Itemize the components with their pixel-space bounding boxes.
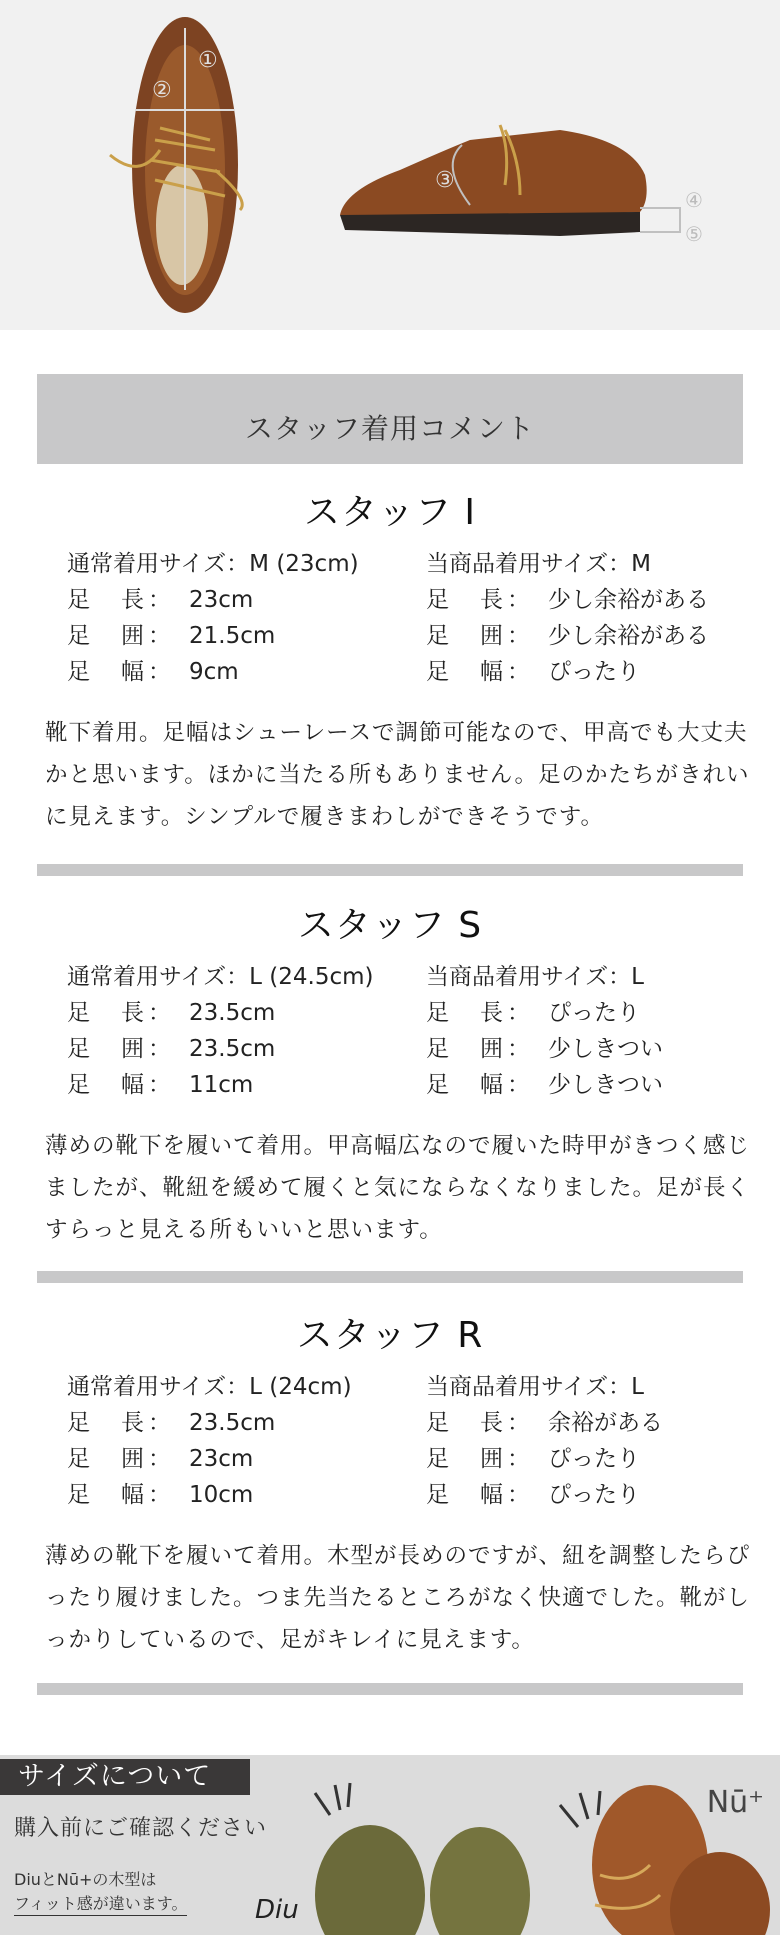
banner-line-2: フィット感が違います。 bbox=[14, 1891, 187, 1916]
shoe-illustration bbox=[0, 0, 780, 330]
measure-label: 足 幅： bbox=[426, 659, 534, 685]
measure-value: 23.5cm bbox=[189, 1036, 276, 1062]
divider bbox=[37, 864, 743, 876]
measure-label: 足 囲： bbox=[67, 623, 175, 649]
measure-value: 10cm bbox=[189, 1482, 254, 1508]
measure-label: 足 囲： bbox=[426, 1036, 534, 1062]
fit-value: 余裕がある bbox=[548, 1410, 663, 1436]
fit-value: 少しきつい bbox=[548, 1036, 663, 1062]
normal-size-block bbox=[67, 959, 374, 1103]
product-size-block bbox=[426, 1369, 663, 1513]
measure-value: 23cm bbox=[189, 587, 254, 613]
measure-value: 23cm bbox=[189, 1446, 254, 1472]
measure-label: 足 囲： bbox=[426, 1446, 534, 1472]
banner-subtitle: 購入前にご確認ください bbox=[14, 1816, 268, 1841]
normal-size: 通常着用サイズ：M (23cm) bbox=[67, 551, 359, 577]
fit-value: ぴったり bbox=[548, 1000, 640, 1026]
staff-name: スタッフ I bbox=[303, 492, 477, 533]
product-size-block bbox=[426, 546, 709, 690]
measure-label: 足 幅： bbox=[67, 1072, 175, 1098]
staff-comment: 靴下着用。足幅はシューレースで調節可能なので、甲高でも大丈夫かと思います。ほかに当たる所もありません。足のかたちがきれいに見えます。シンプルで履きまわしができそうです。 bbox=[45, 720, 750, 830]
measure-value: 21.5cm bbox=[189, 623, 276, 649]
normal-size-block bbox=[67, 546, 359, 690]
fit-value: ぴったり bbox=[548, 659, 640, 685]
product-size: 当商品着用サイズ：L bbox=[426, 1374, 644, 1400]
measure-label: 足 囲： bbox=[67, 1446, 175, 1472]
staff-card bbox=[37, 474, 750, 879]
divider bbox=[37, 1683, 743, 1695]
staff-card bbox=[37, 1297, 751, 1702]
staff-name: スタッフ R bbox=[296, 1315, 484, 1356]
measure-value: 9cm bbox=[189, 659, 239, 685]
measure-label: 足 長： bbox=[67, 1000, 175, 1026]
measure-label: 足 長： bbox=[426, 1410, 534, 1436]
measure-label: 足 幅： bbox=[426, 1072, 534, 1098]
measure-value: 23.5cm bbox=[189, 1000, 276, 1026]
fit-value: ぴったり bbox=[548, 1482, 640, 1508]
marker-4: ④ bbox=[685, 188, 703, 212]
nu-logo: Nū⁺ bbox=[706, 1785, 764, 1820]
measure-value: 11cm bbox=[189, 1072, 254, 1098]
shoe-diagram bbox=[0, 0, 780, 330]
product-size: 当商品着用サイズ：L bbox=[426, 964, 644, 990]
normal-size: 通常着用サイズ：L (24cm) bbox=[67, 1374, 352, 1400]
measure-label: 足 幅： bbox=[67, 659, 175, 685]
divider bbox=[37, 1271, 743, 1283]
measure-label: 足 幅： bbox=[67, 1482, 175, 1508]
measure-label: 足 長： bbox=[67, 587, 175, 613]
fit-value: ぴったり bbox=[548, 1446, 640, 1472]
staff-name: スタッフ S bbox=[297, 905, 483, 946]
section-title: スタッフ着用コメント bbox=[244, 412, 535, 445]
measure-label: 足 長： bbox=[67, 1410, 175, 1436]
banner-tag: サイズについて bbox=[0, 1759, 250, 1795]
staff-card bbox=[37, 887, 751, 1292]
measure-label: 足 囲： bbox=[426, 623, 534, 649]
marker-5: ⑤ bbox=[685, 222, 703, 246]
measure-value: 23.5cm bbox=[189, 1410, 276, 1436]
normal-size-block bbox=[67, 1369, 352, 1513]
fit-value: 少し余裕がある bbox=[548, 623, 709, 649]
marker-2: ② bbox=[152, 78, 172, 103]
measure-label: 足 幅： bbox=[426, 1482, 534, 1508]
fit-value: 少し余裕がある bbox=[548, 587, 709, 613]
product-size-block bbox=[426, 959, 663, 1103]
banner-line-1: DiuとNū+の木型は bbox=[14, 1870, 157, 1889]
normal-size: 通常着用サイズ：L (24.5cm) bbox=[67, 964, 374, 990]
measure-label: 足 囲： bbox=[67, 1036, 175, 1062]
size-info-banner[interactable] bbox=[0, 1755, 780, 1935]
product-size: 当商品着用サイズ：M bbox=[426, 551, 652, 577]
marker-1: ① bbox=[198, 48, 218, 73]
measure-label: 足 長： bbox=[426, 587, 534, 613]
staff-comment: 薄めの靴下を履いて着用。甲高幅広なので履いた時甲がきつく感じましたが、靴紐を緩めて履くと気にならなくなりました。足が長くすらっと見える所もいいと思います。 bbox=[45, 1133, 751, 1243]
measure-label: 足 長： bbox=[426, 1000, 534, 1026]
section-header bbox=[37, 374, 743, 464]
fit-value: 少しきつい bbox=[548, 1072, 663, 1098]
diu-logo: Diu bbox=[255, 1895, 299, 1925]
marker-3: ③ bbox=[435, 168, 455, 193]
staff-comment: 薄めの靴下を履いて着用。木型が長めのですが、紐を調整したらぴったり履けました。つま先当たるところがなく快適でした。靴がしっかりしているので、足がキレイに見えます。 bbox=[45, 1543, 751, 1653]
